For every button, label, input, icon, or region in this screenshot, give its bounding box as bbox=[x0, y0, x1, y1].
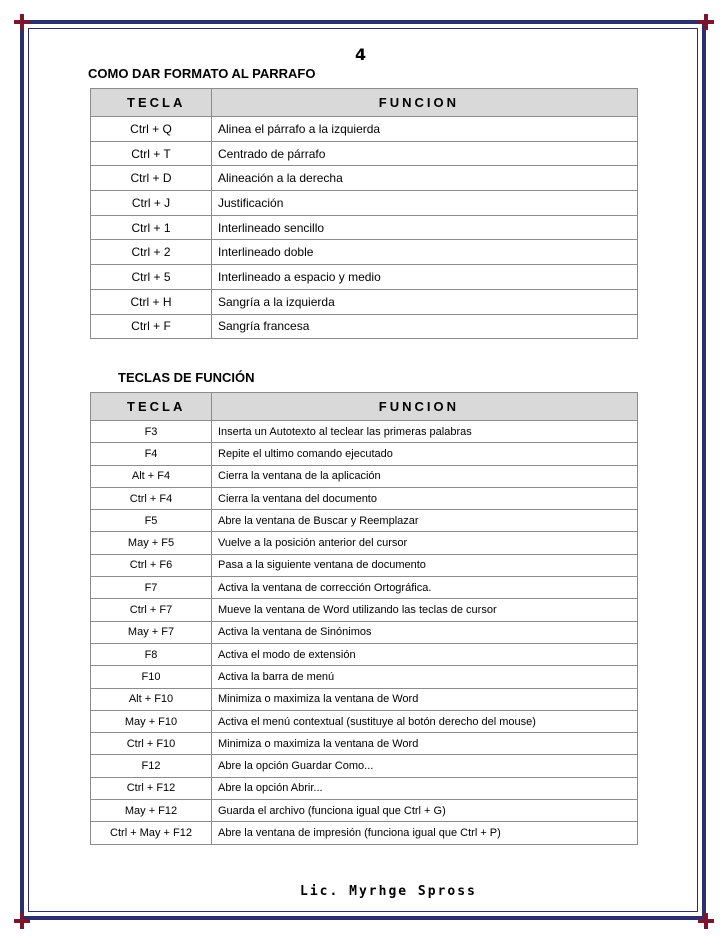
shortcut-function-cell: Centrado de párrafo bbox=[212, 141, 638, 166]
shortcut-key-cell: F10 bbox=[91, 666, 212, 688]
shortcut-function-cell: Abre la ventana de Buscar y Reemplazar bbox=[212, 510, 638, 532]
shortcut-function-cell: Justificación bbox=[212, 191, 638, 216]
shortcut-function-cell: Cierra la ventana de la aplicación bbox=[212, 465, 638, 487]
shortcut-key-cell: F4 bbox=[91, 443, 212, 465]
shortcut-function-cell: Mueve la ventana de Word utilizando las teclas de cursor bbox=[212, 599, 638, 621]
shortcut-function-cell: Alinea el párrafo a la izquierda bbox=[212, 117, 638, 142]
shortcut-function-cell: Interlineado doble bbox=[212, 240, 638, 265]
table-row bbox=[91, 487, 638, 509]
table-row bbox=[91, 532, 638, 554]
shortcut-function-cell: Minimiza o maximiza la ventana de Word bbox=[212, 688, 638, 710]
table-row bbox=[91, 215, 638, 240]
shortcut-key-cell: May + F10 bbox=[91, 710, 212, 732]
shortcut-key-cell: Alt + F4 bbox=[91, 465, 212, 487]
shortcut-key-cell: Ctrl + F4 bbox=[91, 487, 212, 509]
shortcut-key-cell: Ctrl + 1 bbox=[91, 215, 212, 240]
shortcut-function-cell: Sangría francesa bbox=[212, 314, 638, 339]
table-row bbox=[91, 577, 638, 599]
table-row bbox=[91, 240, 638, 265]
shortcut-key-cell: Ctrl + 5 bbox=[91, 265, 212, 290]
table-row bbox=[91, 554, 638, 576]
column-header-key: TECLA bbox=[91, 393, 212, 421]
shortcut-key-cell: Ctrl + J bbox=[91, 191, 212, 216]
table-row bbox=[91, 141, 638, 166]
shortcut-function-cell: Repite el ultimo comando ejecutado bbox=[212, 443, 638, 465]
table-row bbox=[91, 443, 638, 465]
shortcut-function-cell: Activa la ventana de corrección Ortográfica. bbox=[212, 577, 638, 599]
shortcut-key-cell: F5 bbox=[91, 510, 212, 532]
shortcut-key-cell: F8 bbox=[91, 643, 212, 665]
shortcut-function-cell: Activa el modo de extensión bbox=[212, 643, 638, 665]
corner-ornament-icon bbox=[698, 14, 714, 30]
table-row bbox=[91, 643, 638, 665]
shortcut-function-cell: Abre la opción Guardar Como... bbox=[212, 755, 638, 777]
paragraph-shortcuts-table bbox=[90, 88, 638, 339]
shortcut-key-cell: May + F12 bbox=[91, 800, 212, 822]
section-title-function-keys: TECLAS DE FUNCIÓN bbox=[118, 370, 255, 385]
table-row bbox=[91, 265, 638, 290]
shortcut-function-cell: Interlineado sencillo bbox=[212, 215, 638, 240]
shortcut-key-cell: Ctrl + T bbox=[91, 141, 212, 166]
table-header-row bbox=[91, 393, 638, 421]
shortcut-function-cell: Vuelve a la posición anterior del cursor bbox=[212, 532, 638, 554]
table-row bbox=[91, 599, 638, 621]
table-row bbox=[91, 733, 638, 755]
corner-ornament-icon bbox=[14, 14, 30, 30]
section-title-paragraph-format: COMO DAR FORMATO AL PARRAFO bbox=[88, 66, 316, 81]
corner-ornament-icon bbox=[14, 913, 30, 929]
table-row bbox=[91, 289, 638, 314]
shortcut-key-cell: Ctrl + 2 bbox=[91, 240, 212, 265]
table-row bbox=[91, 117, 638, 142]
table-row bbox=[91, 191, 638, 216]
table-row bbox=[91, 688, 638, 710]
shortcut-key-cell: F12 bbox=[91, 755, 212, 777]
table-row bbox=[91, 666, 638, 688]
shortcut-function-cell: Abre la opción Abrir... bbox=[212, 777, 638, 799]
shortcut-function-cell: Sangría a la izquierda bbox=[212, 289, 638, 314]
shortcut-function-cell: Interlineado a espacio y medio bbox=[212, 265, 638, 290]
shortcut-function-cell: Alineación a la derecha bbox=[212, 166, 638, 191]
function-keys-table bbox=[90, 392, 638, 845]
shortcut-function-cell: Abre la ventana de impresión (funciona igual que Ctrl + P) bbox=[212, 822, 638, 844]
shortcut-function-cell: Activa la barra de menú bbox=[212, 666, 638, 688]
corner-ornament-icon bbox=[698, 913, 714, 929]
shortcut-key-cell: Ctrl + F bbox=[91, 314, 212, 339]
shortcut-function-cell: Activa el menú contextual (sustituye al botón derecho del mouse) bbox=[212, 710, 638, 732]
table-row bbox=[91, 777, 638, 799]
shortcut-key-cell: Ctrl + F10 bbox=[91, 733, 212, 755]
page-number: 4 bbox=[355, 45, 367, 64]
table-row bbox=[91, 421, 638, 443]
shortcut-key-cell: Ctrl + May + F12 bbox=[91, 822, 212, 844]
shortcut-function-cell: Pasa a la siguiente ventana de documento bbox=[212, 554, 638, 576]
shortcut-function-cell: Cierra la ventana del documento bbox=[212, 487, 638, 509]
table-row bbox=[91, 710, 638, 732]
shortcut-key-cell: May + F5 bbox=[91, 532, 212, 554]
column-header-key: TECLA bbox=[91, 89, 212, 117]
shortcut-key-cell: F7 bbox=[91, 577, 212, 599]
table-row bbox=[91, 510, 638, 532]
shortcut-key-cell: F3 bbox=[91, 421, 212, 443]
table-row bbox=[91, 166, 638, 191]
shortcut-key-cell: Ctrl + F12 bbox=[91, 777, 212, 799]
author-signature: Lic. Myrhge Spross bbox=[300, 884, 477, 899]
table-row bbox=[91, 465, 638, 487]
table-row bbox=[91, 800, 638, 822]
table-row bbox=[91, 822, 638, 844]
shortcut-key-cell: Ctrl + F6 bbox=[91, 554, 212, 576]
shortcut-key-cell: Ctrl + F7 bbox=[91, 599, 212, 621]
shortcut-key-cell: Alt + F10 bbox=[91, 688, 212, 710]
table-row bbox=[91, 755, 638, 777]
shortcut-key-cell: Ctrl + Q bbox=[91, 117, 212, 142]
shortcut-function-cell: Inserta un Autotexto al teclear las primeras palabras bbox=[212, 421, 638, 443]
table-row bbox=[91, 314, 638, 339]
shortcut-key-cell: Ctrl + D bbox=[91, 166, 212, 191]
table-row bbox=[91, 621, 638, 643]
column-header-function: FUNCION bbox=[212, 89, 638, 117]
shortcut-function-cell: Minimiza o maximiza la ventana de Word bbox=[212, 733, 638, 755]
shortcut-key-cell: May + F7 bbox=[91, 621, 212, 643]
shortcut-key-cell: Ctrl + H bbox=[91, 289, 212, 314]
shortcut-function-cell: Activa la ventana de Sinónimos bbox=[212, 621, 638, 643]
table-header-row bbox=[91, 89, 638, 117]
shortcut-function-cell: Guarda el archivo (funciona igual que Ctrl + G) bbox=[212, 800, 638, 822]
column-header-function: FUNCION bbox=[212, 393, 638, 421]
